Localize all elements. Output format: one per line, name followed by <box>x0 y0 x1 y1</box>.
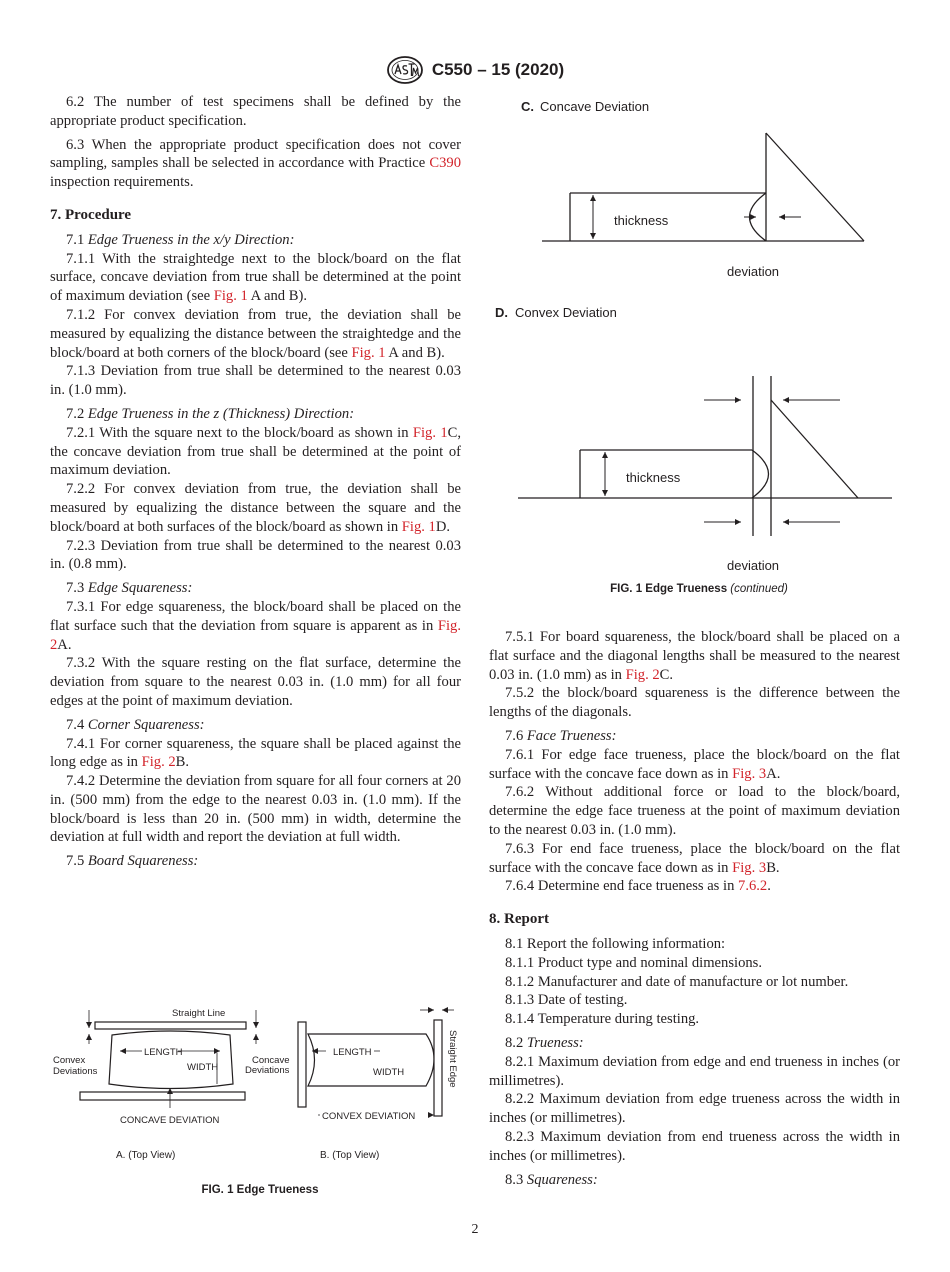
figure-1-cd <box>489 95 909 600</box>
para-8-2-2: 8.2.2 Maximum deviation from edge trueness across the width in inches (or millimetres). <box>489 1091 900 1127</box>
label-c-deviation: deviation <box>727 264 780 279</box>
label-convex-deviation: CONVEX DEVIATION <box>322 1111 416 1122</box>
label-d-thickness: thickness <box>626 470 681 485</box>
para-7-6-1: 7.6.1 For edge face trueness, place the block/board on the flat surface with the concave face down as in Fig. 3A. <box>489 746 900 782</box>
convex-arrowhead-bottom <box>86 1034 92 1040</box>
label-straight-line: Straight Line <box>172 1008 226 1019</box>
left-column <box>50 93 461 871</box>
label-length-b: LENGTH <box>333 1047 372 1058</box>
label-c-thickness: thickness <box>614 213 669 228</box>
label-concave-2: Deviations <box>245 1065 290 1076</box>
convex-arrowhead-right-bottom <box>253 1034 259 1040</box>
para-7-3-2: 7.3.2 With the square resting on the flat surface, determine the deviation from square to the nearest 0.03 in. (1.0 mm) for all four edges at the point of maximum deviation. <box>50 655 461 709</box>
d-convex-edge <box>752 450 769 498</box>
ref-7-6-2-link[interactable]: 7.6.2 <box>738 878 768 895</box>
heading-8-report: 8. Report <box>489 911 549 928</box>
para-7-1-1: 7.1.1 With the straightedge next to the block/board on the flat surface, concave deviation from true shall be determined at the point of maximum deviation (see Fig. 1 A and B). <box>50 250 461 305</box>
label-view-a: A. (Top View) <box>116 1150 176 1161</box>
figure-1-ab <box>50 1000 470 1200</box>
para-7-6-4: 7.6.4 Determine end face trueness as in 7.6.2. <box>505 878 771 895</box>
label-length-a: LENGTH <box>144 1047 183 1058</box>
para-7-6: 7.6 Face Trueness: <box>505 727 617 744</box>
label-convex-2: Deviations <box>53 1066 98 1077</box>
right-column <box>489 628 900 1189</box>
label-width-a: WIDTH <box>187 1062 219 1073</box>
para-7-1-2: 7.1.2 For convex deviation from true, the deviation shall be measured by equalizing the distance between the straightedge and the block/board at both corners of the block/board (see Fig. 1 A and B). <box>50 306 461 361</box>
label-c-title: Concave Deviation <box>540 99 650 114</box>
para-7-4: 7.4 Corner Squareness: <box>66 716 205 733</box>
fig1-continued-caption: FIG. 1 Edge Trueness (continued) <box>610 583 788 595</box>
para-7-2-2: 7.2.2 For convex deviation from true, the deviation shall be measured by equalizing the distance between the square and the block/board at both surfaces of the block/board as shown in Fig. 1D. <box>50 481 461 535</box>
para-7-2-1: 7.2.1 With the square next to the block/board as shown in Fig. 1C, the concave deviation from true shall be determined at the point of maximum deviation. <box>50 424 462 479</box>
page-header <box>0 54 950 86</box>
para-8-1-4: 8.1.4 Temperature during testing. <box>505 1011 700 1028</box>
para-8-1: 8.1 Report the following information: <box>505 935 726 952</box>
convex-arrowhead-b <box>428 1112 434 1118</box>
c-square-diagonal <box>766 133 864 241</box>
label-straight-edge: Straight Edge <box>447 1030 458 1088</box>
para-7-2: 7.2 Edge Trueness in the z (Thickness) Direction: <box>66 405 355 422</box>
edge-arrowhead-right <box>442 1007 448 1013</box>
c-right-arrowhead <box>779 214 785 220</box>
d-top-left-arrowhead <box>735 397 741 403</box>
bottom-straight-bar <box>80 1092 245 1100</box>
para-7-2-3: 7.2.3 Deviation from true shall be determined to the nearest 0.03 in. (0.8 mm). <box>50 537 461 573</box>
fig1-caption: FIG. 1 Edge Trueness <box>201 1184 319 1196</box>
label-c-letter: C. <box>521 99 534 114</box>
left-edge-bar <box>298 1022 306 1107</box>
para-7-5-1: 7.5.1 For board squareness, the block/board shall be placed on a flat surface and the diagonal lengths shall be measured to the nearest 0.03 in. (1.0 mm) as in Fig. 2C. <box>489 629 900 683</box>
page-number: 2 <box>471 1222 479 1237</box>
d-bottom-left-arrowhead <box>735 519 741 525</box>
para-8-2-1: 8.2.1 Maximum deviation from edge and end trueness in inches (or millimetres). <box>489 1053 900 1089</box>
para-7-5: 7.5 Board Squareness: <box>66 853 199 870</box>
ref-fig3-link[interactable]: Fig. 3 <box>732 765 767 782</box>
block-top-view-a <box>109 1031 233 1089</box>
para-7-1-3: 7.1.3 Deviation from true shall be determined to the nearest 0.03 in. (1.0 mm). <box>50 363 461 399</box>
label-concave-1: Concave <box>252 1055 290 1066</box>
para-7-6-3: 7.6.3 For end face trueness, place the block/board on the flat surface with the concave face down as in Fig. 3B. <box>489 840 900 876</box>
label-d-deviation: deviation <box>727 558 780 573</box>
d-square-diagonal <box>771 400 858 498</box>
label-d-title: Convex Deviation <box>515 305 617 320</box>
ref-fig1-link[interactable]: Fig. 1 <box>213 288 248 305</box>
label-concave-deviation: CONCAVE DEVIATION <box>120 1115 220 1126</box>
straight-edge-bar <box>434 1020 442 1116</box>
d-bottom-right-arrowhead <box>783 519 789 525</box>
c-left-arrowhead <box>750 214 756 220</box>
d-top-right-arrowhead <box>783 397 789 403</box>
standard-designation: C550 – 15 (2020) <box>431 60 565 79</box>
straight-line-bar <box>95 1022 246 1029</box>
para-8-1-3: 8.1.3 Date of testing. <box>505 992 628 1009</box>
ref-c390-link[interactable]: C390 <box>429 155 461 172</box>
para-8-1-1: 8.1.1 Product type and nominal dimensions. <box>505 954 762 971</box>
para-7-6-2: 7.6.2 Without additional force or load to the block/board, determine the edge face trueness at the point of maximum deviation to the nearest 0.03 in. (1.0 mm). <box>489 784 900 838</box>
label-view-b: B. (Top View) <box>320 1150 380 1161</box>
edge-arrowhead-left <box>428 1007 434 1013</box>
astm-logo-icon <box>386 55 424 85</box>
para-8-3: 8.3 Squareness: <box>505 1171 598 1188</box>
ref-fig1-link[interactable]: Fig. 1 <box>401 518 436 535</box>
ref-fig2-link[interactable]: Fig. 2 <box>625 666 660 683</box>
ref-fig1-link[interactable]: Fig. 1 <box>351 344 386 361</box>
para-8-2-3: 8.2.3 Maximum deviation from end trueness across the width in inches (or millimetres). <box>489 1128 900 1164</box>
convex-arrowhead-top <box>86 1022 92 1028</box>
figure-1-cd-diagram <box>489 95 909 580</box>
block-top-view-b <box>308 1034 434 1086</box>
convex-arrowhead-right-top <box>253 1022 259 1028</box>
label-width-b: WIDTH <box>373 1067 405 1078</box>
para-7-5-2: 7.5.2 the block/board squareness is the difference between the lengths of the diagonals. <box>489 685 900 721</box>
label-convex-1: Convex <box>53 1055 86 1066</box>
label-d-letter: D. <box>495 305 508 320</box>
ref-fig3-link[interactable]: Fig. 3 <box>732 859 767 876</box>
para-6-2: 6.2 The number of test specimens shall be defined by the appropriate product specification. <box>50 94 461 129</box>
ref-fig2-link[interactable]: Fig. 2 <box>50 617 461 653</box>
para-8-2: 8.2 Trueness: <box>505 1034 584 1051</box>
heading-7-procedure: 7. Procedure <box>50 206 132 223</box>
ref-fig1-link[interactable]: Fig. 1 <box>412 424 448 441</box>
para-7-3-1: 7.3.1 For edge squareness, the block/board shall be placed on the flat surface such that the deviation from square is apparent as in Fig. 2A. <box>50 598 461 653</box>
para-6-3: 6.3 When the appropriate product specification does not cover sampling, samples shall be selected in accordance with Practice C390 inspection requirements. <box>50 136 461 191</box>
para-7-4-2: 7.4.2 Determine the deviation from square for all four corners at 20 in. (500 mm) from the edge to the nearest 0.03 in. (1.0 mm). If the block/board is less than 20 in. (500 mm) in width, determine the deviation at full width and report the deviation at full width. <box>50 773 461 846</box>
para-7-3: 7.3 Edge Squareness: <box>66 580 193 597</box>
para-8-1-2: 8.1.2 Manufacturer and date of manufacture or lot number. <box>505 973 849 990</box>
para-7-4-1: 7.4.1 For corner squareness, the square shall be placed against the long edge as in Fig. 2B. <box>50 735 461 771</box>
figure-1-ab-diagram <box>50 1000 470 1175</box>
ref-fig2-link[interactable]: Fig. 2 <box>141 754 176 771</box>
para-7-1: 7.1 Edge Trueness in the x/y Direction: <box>66 231 295 248</box>
